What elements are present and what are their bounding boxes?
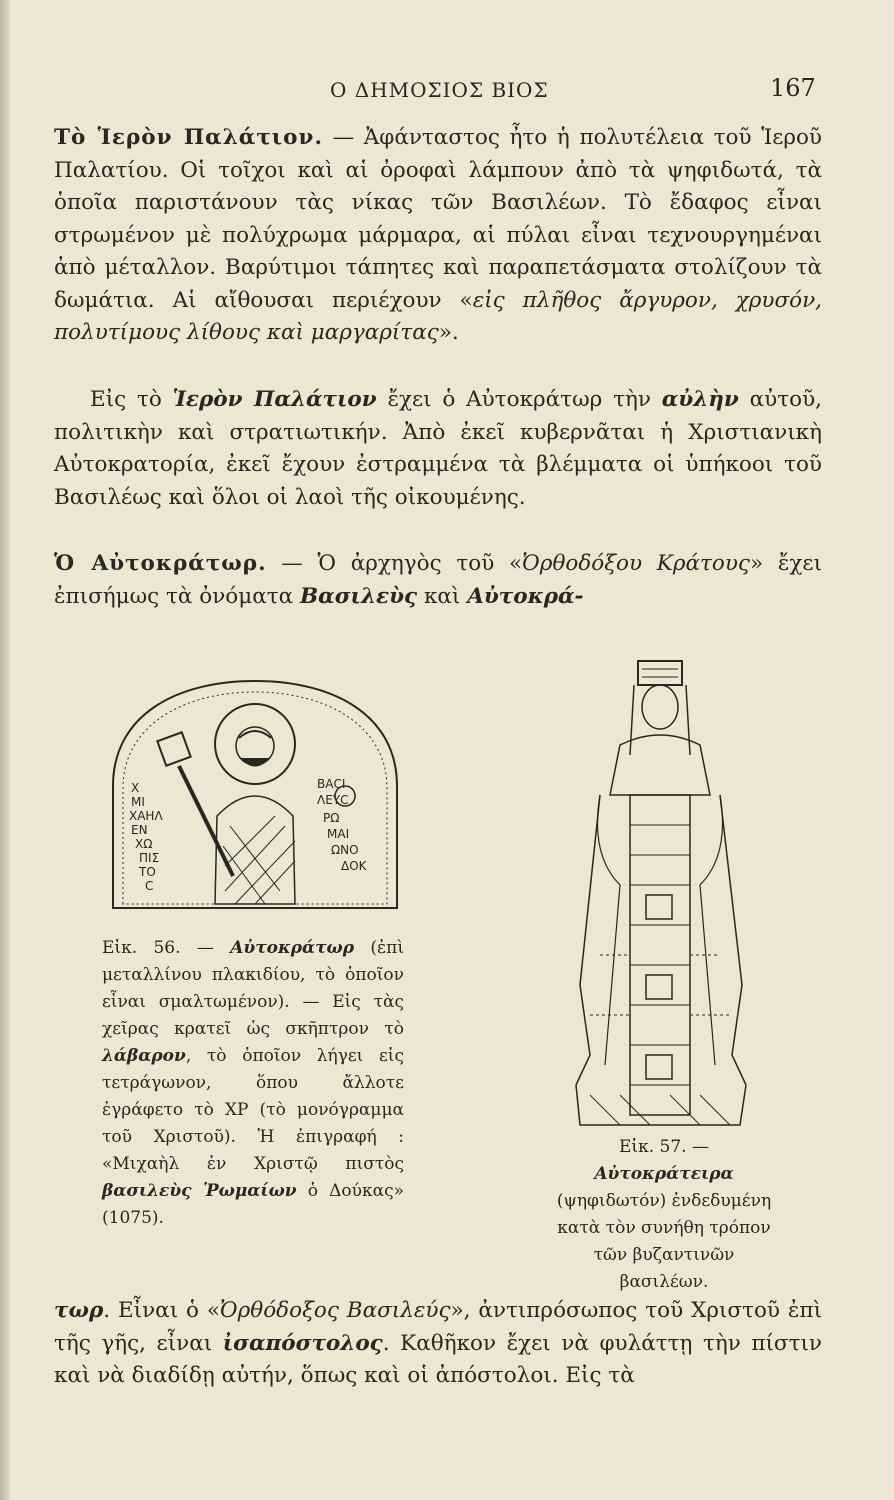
section-heading-palace: Τὸ Ἱερὸν Παλάτιον. <box>54 125 323 150</box>
text: (ἐπὶ μεταλλίνου πλακιδίου, τὸ ὁποῖον εἶναι σμαλτωμένον). — Εἰς τὰς χεῖρας κρατεῖ ὡς σκῆπτρον τὸ <box>102 938 404 1039</box>
page-number: 167 <box>770 74 816 102</box>
inscription-left-line: ΕΝ <box>131 823 148 837</box>
figure-56-emperor-plaque <box>105 676 405 916</box>
inscription-left-line: ΜΙ <box>131 795 145 809</box>
figure-57-empress-mosaic <box>560 655 760 1135</box>
text: ». <box>438 320 459 345</box>
emphasis: αὐλὴν <box>661 387 739 412</box>
quote: εἰς πλῆθος ἄργυρον, χρυσόν, πολυτίμους λίθους καὶ μαργαρίτας <box>54 287 822 345</box>
page-edge-shadow <box>0 0 10 1500</box>
emphasis: Ὀρθόδοξος Βασιλεύς <box>220 1298 451 1323</box>
inscription-right-line: ΒΑCΙ <box>317 777 346 791</box>
inscription-left-line: Χ <box>131 781 140 795</box>
caption-figure-57 <box>555 1134 773 1296</box>
inscription-left-line: C <box>145 879 154 893</box>
emphasis: τωρ <box>54 1298 104 1323</box>
inscription-right-line: ΔΟΚ <box>341 859 367 873</box>
text: (ψηφιδωτόν) ἐνδεδυμένη κατὰ τὸν συνήθη τρόπον τῶν βυζαντινῶν βασιλέων. <box>556 1191 772 1292</box>
paragraph-emperor <box>54 548 822 613</box>
inscription-left-line: ΤΟ <box>139 865 156 879</box>
text: αὐτοῦ, πολιτικὴν καὶ στρατιωτικήν. Ἀπὸ ἐκεῖ κυβερνᾶται ἡ Χριστιανικὴ Αὐτοκρατορία, ἐκεῖ ἔχουν ἐστραμμένα τὰ βλέμματα οἱ ὑπήκοοι τοῦ Βασιλέως καὶ ὅλοι οἱ λαοὶ τῆς οἰκουμένης. <box>54 387 822 510</box>
text: , τὸ ὁποῖον λήγει εἰς τετράγωνον, ὅπου ἄλλοτε ἐγράφετο τὸ ΧΡ (τὸ μονόγραμμα τοῦ Χριστοῦ). Ἡ ἐπιγραφή : «Μιχαὴλ ἐν Χριστῷ πιστὸς <box>102 1046 404 1174</box>
inscription-left-line: ΧΩ <box>135 837 153 851</box>
inscription-left-line: ΠΙΣ <box>139 851 160 865</box>
inscription-right-line: ΜΑΙ <box>327 827 350 841</box>
inscription-right-line: ΡΩ <box>323 811 340 825</box>
text: », ἀντιπρόσωπος τοῦ Χριστοῦ ἐπὶ τῆς γῆς, εἶναι <box>54 1298 822 1356</box>
emphasis: Ὀρθοδόξου Κράτους <box>522 551 750 576</box>
text: — Ἀφάνταστος ἦτο ἡ πολυτέλεια τοῦ Ἱεροῦ Παλατίου. Οἱ τοῖχοι καὶ αἱ ὀροφαὶ λάμπουν ἀπὸ τὰ ψηφιδωτά, τὰ ὁποῖα παριστάνουν τὰς νίκας τῶν Βασιλέων. Τὸ ἔδαφος εἶναι στρωμένον μὲ πολύχρωμα μάρμαρα, αἱ πύλαι εἶναι τεχνουργημέναι ἀπὸ μέταλλον. Βαρύτιμοι τάπητες καὶ παραπετάσματα στολίζουν τὰ δωμάτια. Αἱ αἴθουσαι περιέχουν « <box>54 125 822 313</box>
paragraph-court <box>54 384 822 514</box>
running-title: Ο ΔΗΜΟΣΙΟΣ ΒΙΟΣ <box>330 78 549 102</box>
text: καὶ <box>417 583 468 609</box>
inscription-right-line: ΩΝΟ <box>331 843 359 857</box>
text: ἔχει ὁ Αὐτοκράτωρ τὴν <box>376 387 662 412</box>
text: — Ὁ ἀρχηγὸς τοῦ « <box>266 551 523 576</box>
text: » ἔχει ἐπισήμως τὰ ὀνόματα <box>54 551 823 609</box>
emphasis: Αὐτοκράτειρα <box>594 1164 734 1184</box>
emphasis: λάβαρον <box>102 1046 186 1066</box>
text: . Εἶναι ὁ « <box>103 1298 221 1323</box>
emphasis: βασιλεὺς Ῥωμαίων <box>102 1181 297 1201</box>
emphasis: Βασιλεὺς <box>299 583 418 609</box>
text: Εἰκ. 57. — <box>619 1137 709 1157</box>
emphasis: Ἱερὸν Παλάτιον <box>172 387 377 412</box>
inscription-right-line: ΛΕΥC <box>317 793 349 807</box>
emphasis: Αὐτοκρά- <box>467 583 584 609</box>
section-heading-emperor: Ὁ Αὐτοκράτωρ. <box>54 551 267 576</box>
caption-figure-56 <box>102 935 404 1232</box>
text: ὁ Δούκας» (1075). <box>102 1181 404 1228</box>
inscription-left-line: ΧΑΗΛ <box>129 809 163 823</box>
emphasis: Αὐτοκράτωρ <box>230 938 355 958</box>
emphasis: ἰσαπόστολος <box>222 1330 383 1356</box>
text: Εἰκ. 56. — <box>102 938 231 958</box>
text: . Καθῆκον ἔχει νὰ φυλάττῃ τὴν πίστιν καὶ νὰ διαδίδῃ αὐτήν, ὅπως καὶ οἱ ἀπόστολοι. Εἰς τὰ <box>54 1330 822 1388</box>
text: Εἰς τὸ <box>90 387 173 412</box>
page-header <box>0 74 894 108</box>
paragraph-orthodox-king <box>54 1295 822 1393</box>
paragraph-palace <box>54 122 822 350</box>
